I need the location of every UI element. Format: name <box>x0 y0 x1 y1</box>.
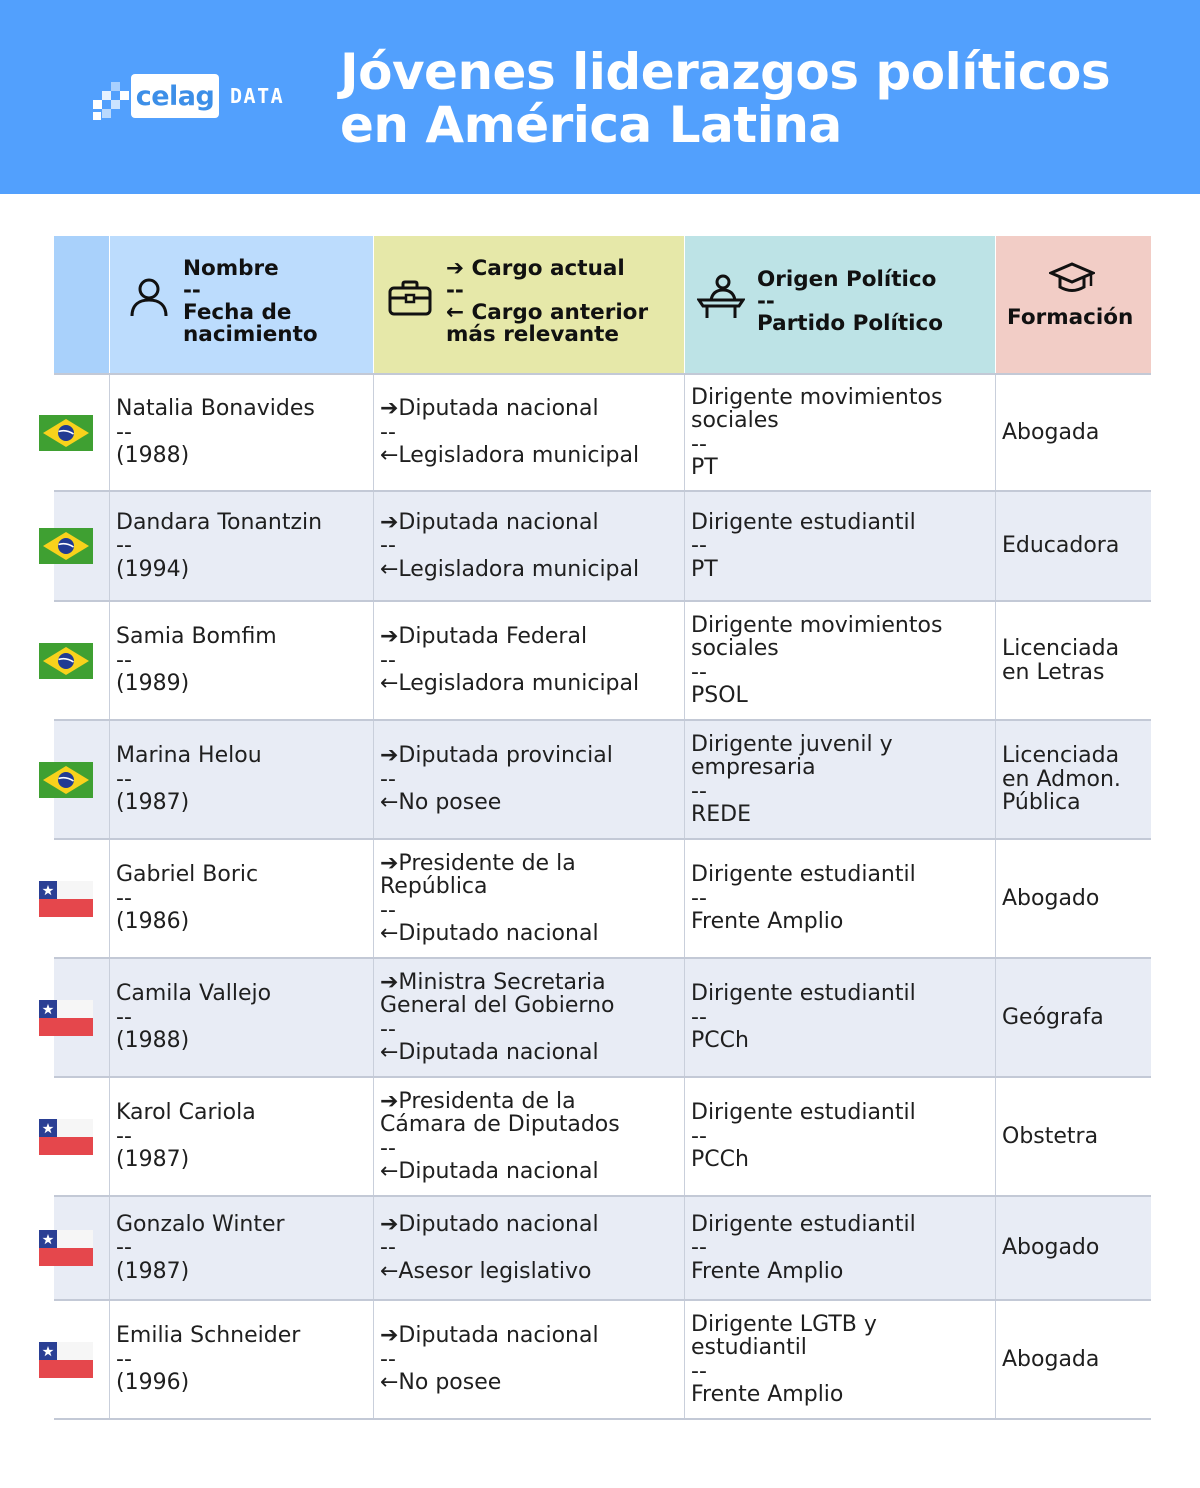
chile-flag <box>39 1230 93 1266</box>
flag-cell <box>54 840 110 957</box>
flag-cell <box>54 959 110 1076</box>
name-cell-text: (1988) <box>116 443 190 469</box>
name-cell-text: -- <box>116 1123 132 1149</box>
header-name-column <box>110 236 374 373</box>
name-cell-text: Gabriel Boric <box>116 862 259 888</box>
table-header <box>54 236 1151 373</box>
table-body <box>54 373 1151 1420</box>
origin-cell-text: empresaria <box>691 755 816 780</box>
name-cell-text: Emilia Schneider <box>116 1323 301 1349</box>
position-cell-text: ➔Diputada nacional <box>380 1323 599 1349</box>
name-cell-text: (1986) <box>116 909 190 935</box>
chile-flag <box>39 1119 93 1155</box>
name-cell-text: -- <box>116 533 132 559</box>
origin-cell-text: -- <box>691 778 707 804</box>
origin-cell-text: Dirigente estudiantil <box>691 1211 916 1237</box>
position-cell <box>374 1197 685 1299</box>
logo-wordmark: celag <box>135 80 215 112</box>
table-row <box>54 959 1151 1078</box>
education-cell-text: Pública <box>1002 790 1081 816</box>
name-cell-text: (1994) <box>116 556 190 582</box>
origin-cell-text: PSOL <box>691 683 748 708</box>
position-cell <box>374 375 685 490</box>
brazil-flag <box>39 643 93 679</box>
name-cell-text: Natalia Bonavides <box>116 396 315 422</box>
position-cell <box>374 721 685 838</box>
education-cell <box>996 492 1151 600</box>
flag-cell <box>54 721 110 838</box>
speaker-podium-icon <box>697 274 745 320</box>
header-education-column <box>996 236 1151 373</box>
page-title <box>340 43 1180 154</box>
title-line-1: Jóvenes liderazgos políticos <box>340 43 1111 101</box>
name-cell <box>110 721 374 838</box>
position-cell-text: -- <box>380 1235 396 1261</box>
name-cell-text: (1987) <box>116 1258 190 1284</box>
origin-cell-text: -- <box>691 1004 707 1030</box>
name-cell-text: Samia Bomfim <box>116 624 277 650</box>
table-row <box>54 492 1151 602</box>
position-cell-text: ←Legisladora municipal <box>380 443 640 469</box>
origin-cell <box>685 602 996 719</box>
position-cell-text: ➔Diputada nacional <box>380 509 599 535</box>
flag-cell <box>54 375 110 490</box>
flag-cell <box>54 1078 110 1195</box>
origin-cell-text: -- <box>691 1235 707 1261</box>
title-line-2: en América Latina <box>340 96 842 154</box>
position-cell-text: ➔Presidente de la <box>380 850 576 876</box>
origin-cell <box>685 375 996 490</box>
table-row <box>54 840 1151 959</box>
origin-cell-text: -- <box>691 1358 707 1384</box>
origin-cell <box>685 959 996 1076</box>
name-cell-text: Marina Helou <box>116 743 262 769</box>
chile-flag <box>39 1000 93 1036</box>
origin-cell-text: Frente Amplio <box>691 909 844 935</box>
name-cell <box>110 602 374 719</box>
education-cell <box>996 375 1151 490</box>
education-cell <box>996 602 1151 719</box>
education-cell-text: Geógrafa <box>1002 1004 1104 1030</box>
name-cell-text: -- <box>116 419 132 445</box>
origin-cell <box>685 1301 996 1418</box>
position-cell-text: ➔Diputada Federal <box>380 624 588 650</box>
position-cell-text: ←No posee <box>380 1370 502 1396</box>
origin-cell <box>685 1197 996 1299</box>
position-cell-text: -- <box>380 647 396 673</box>
leaders-table <box>54 236 1151 1420</box>
header-origin-label: Origen Político -- Partido Político <box>757 267 944 336</box>
name-cell-text: -- <box>116 1346 132 1372</box>
table-row <box>54 1078 1151 1197</box>
education-cell-text: Abogado <box>1002 1235 1100 1261</box>
header-banner <box>0 0 1200 194</box>
name-cell <box>110 1301 374 1418</box>
origin-cell-text: -- <box>691 431 707 457</box>
header-position-label: ➔ Cargo actual -- ← Cargo anterior más relevante <box>446 256 649 347</box>
education-cell <box>996 840 1151 957</box>
name-cell <box>110 959 374 1076</box>
name-cell-text: Camila Vallejo <box>116 981 272 1007</box>
position-cell-text: ←Diputada nacional <box>380 1040 599 1065</box>
origin-cell-text: Dirigente LGTB y <box>691 1311 877 1337</box>
origin-cell-text: Frente Amplio <box>691 1258 844 1284</box>
origin-cell-text: estudiantil <box>691 1335 807 1360</box>
name-cell-text: (1987) <box>116 1147 190 1173</box>
origin-cell <box>685 492 996 600</box>
education-cell <box>996 1197 1151 1299</box>
position-cell-text: ➔Diputada nacional <box>380 396 599 422</box>
origin-cell-text: PCCh <box>691 1147 749 1173</box>
origin-cell-text: sociales <box>691 408 779 433</box>
name-cell <box>110 492 374 600</box>
position-cell-text: Cámara de Diputados <box>380 1112 620 1137</box>
position-cell-text: -- <box>380 1016 396 1042</box>
name-cell-text: Gonzalo Winter <box>116 1211 285 1237</box>
person-icon <box>128 276 170 318</box>
origin-cell-text: Dirigente juvenil y <box>691 731 893 757</box>
position-cell-text: -- <box>380 1135 396 1161</box>
name-cell-text: -- <box>116 1004 132 1030</box>
position-cell <box>374 959 685 1076</box>
education-cell <box>996 1301 1151 1418</box>
flag-cell <box>54 602 110 719</box>
origin-cell <box>685 1078 996 1195</box>
flag-cell <box>54 492 110 600</box>
brazil-flag <box>39 415 93 451</box>
name-cell-text: -- <box>116 647 132 673</box>
origin-cell <box>685 721 996 838</box>
name-cell-text: Dandara Tonantzin <box>116 509 323 535</box>
education-cell-text: Licenciada <box>1002 743 1120 769</box>
position-cell-text: ➔Diputada provincial <box>380 743 613 769</box>
chile-flag <box>39 1342 93 1378</box>
position-cell-text: ➔Presidenta de la <box>380 1088 576 1114</box>
origin-cell-text: Dirigente estudiantil <box>691 1100 916 1126</box>
position-cell-text: -- <box>380 766 396 792</box>
position-cell <box>374 492 685 600</box>
logo-pixel-squares <box>93 72 133 120</box>
position-cell-text: -- <box>380 419 396 445</box>
position-cell-text: ➔Ministra Secretaria <box>380 969 606 995</box>
origin-cell-text: PT <box>691 455 718 480</box>
flag-cell <box>54 1197 110 1299</box>
position-cell-text: ←Diputado nacional <box>380 921 599 946</box>
origin-cell <box>685 840 996 957</box>
name-cell-text: (1996) <box>116 1370 190 1396</box>
name-cell <box>110 840 374 957</box>
origin-cell-text: -- <box>691 1123 707 1149</box>
origin-cell-text: -- <box>691 533 707 559</box>
graduation-cap-icon <box>1049 262 1095 296</box>
table-row <box>54 602 1151 721</box>
name-cell <box>110 1078 374 1195</box>
education-cell-text: Obstetra <box>1002 1123 1099 1149</box>
name-cell-text: Karol Cariola <box>116 1100 256 1126</box>
origin-cell-text: REDE <box>691 802 752 827</box>
logo-wordmark-box <box>131 74 219 118</box>
position-cell <box>374 1078 685 1195</box>
position-cell-text: -- <box>380 533 396 559</box>
flag-cell <box>54 1301 110 1418</box>
header-flag-column <box>54 236 110 373</box>
name-cell-text: (1988) <box>116 1028 190 1054</box>
position-cell <box>374 840 685 957</box>
origin-cell-text: Dirigente estudiantil <box>691 509 916 535</box>
origin-cell-text: Dirigente estudiantil <box>691 862 916 888</box>
position-cell-text: -- <box>380 897 396 923</box>
origin-cell-text: Dirigente movimientos <box>691 384 943 410</box>
origin-cell-text: PT <box>691 556 718 582</box>
origin-cell-text: Dirigente movimientos <box>691 612 943 638</box>
header-origin-column <box>685 236 996 373</box>
position-cell-text: República <box>380 874 488 899</box>
position-cell-text: -- <box>380 1346 396 1372</box>
origin-cell-text: -- <box>691 885 707 911</box>
education-cell-text: Abogada <box>1002 419 1100 445</box>
name-cell-text: (1987) <box>116 790 190 816</box>
name-cell-text: -- <box>116 1235 132 1261</box>
origin-cell-text: -- <box>691 659 707 685</box>
celag-data-logo <box>93 72 293 120</box>
name-cell-text: (1989) <box>116 671 190 697</box>
origin-cell-text: PCCh <box>691 1028 749 1054</box>
name-cell <box>110 375 374 490</box>
education-cell-text: Educadora <box>1002 533 1120 559</box>
education-cell <box>996 721 1151 838</box>
name-cell-text: -- <box>116 766 132 792</box>
briefcase-icon <box>388 280 432 316</box>
logo-suffix: DATA <box>230 84 285 108</box>
name-cell-text: -- <box>116 885 132 911</box>
education-cell-text: Abogada <box>1002 1346 1100 1372</box>
position-cell-text: ←No posee <box>380 790 502 816</box>
education-cell <box>996 1078 1151 1195</box>
table-row <box>54 1301 1151 1420</box>
header-name-label: Nombre -- Fecha de nacimiento <box>183 256 318 347</box>
education-cell-text: en Letras <box>1002 659 1105 685</box>
origin-cell-text: sociales <box>691 636 779 661</box>
position-cell-text: ←Legisladora municipal <box>380 671 640 697</box>
name-cell <box>110 1197 374 1299</box>
position-cell-text: ➔Diputado nacional <box>380 1211 599 1237</box>
header-position-column <box>374 236 685 373</box>
chile-flag <box>39 881 93 917</box>
brazil-flag <box>39 762 93 798</box>
table-row <box>54 1197 1151 1301</box>
education-cell-text: Abogado <box>1002 885 1100 911</box>
position-cell-text: ←Diputada nacional <box>380 1159 599 1184</box>
origin-cell-text: Dirigente estudiantil <box>691 981 916 1007</box>
education-cell-text: en Admon. <box>1002 766 1121 792</box>
header-education-label: Formación <box>1007 305 1134 330</box>
position-cell-text: General del Gobierno <box>380 993 615 1018</box>
education-cell <box>996 959 1151 1076</box>
position-cell <box>374 1301 685 1418</box>
position-cell <box>374 602 685 719</box>
position-cell-text: ←Asesor legislativo <box>380 1258 592 1284</box>
brazil-flag <box>39 528 93 564</box>
position-cell-text: ←Legisladora municipal <box>380 556 640 582</box>
education-cell-text: Licenciada <box>1002 636 1120 661</box>
table-row <box>54 373 1151 492</box>
origin-cell-text: Frente Amplio <box>691 1382 844 1407</box>
table-row <box>54 721 1151 840</box>
